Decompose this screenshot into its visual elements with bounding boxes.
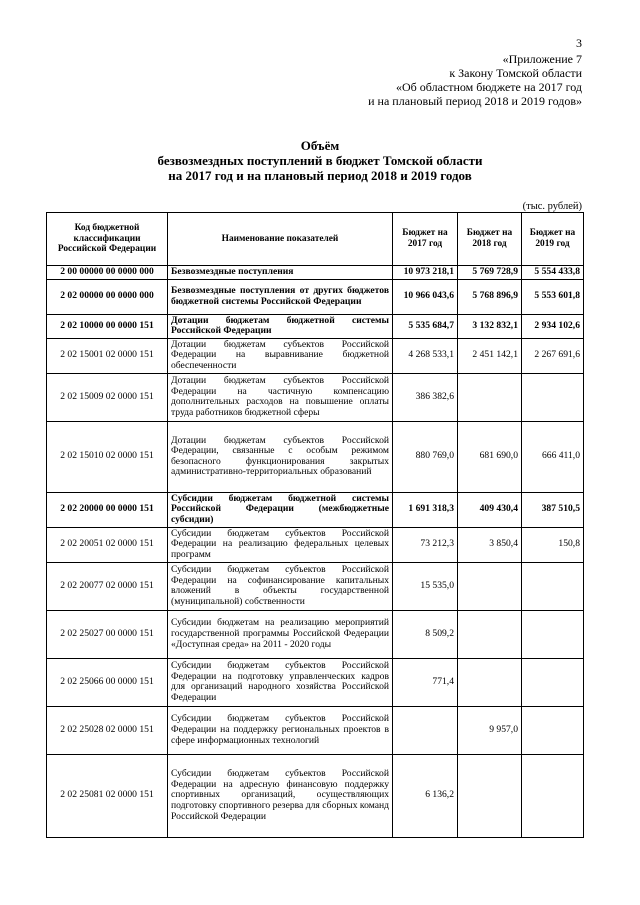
table-row <box>47 527 584 562</box>
value-2018-cell: 9 957,0 <box>458 706 522 754</box>
name-cell: Субсидии бюджетам субъектов Российской Федерации на поддержку региональных проектов в сфере информационных технологий <box>168 706 393 754</box>
title-line: безвозмездных поступлений в бюджет Томской области <box>157 153 483 168</box>
value-2017-cell: 880 769,0 <box>393 421 458 492</box>
header-2019: Бюджет на 2019 год <box>522 213 584 266</box>
value-2017-cell: 1 691 318,3 <box>393 492 458 527</box>
value-2018-cell <box>458 658 522 706</box>
value-2018-cell <box>458 562 522 610</box>
unit-label: (тыс. рублей) <box>522 201 582 212</box>
annex-line: «Приложение 7 <box>502 52 582 66</box>
name-cell: Дотации бюджетам субъектов Российской Федерации, связанные с особым режимом безопасного функционирования закрытых административно-территориальных образований <box>168 421 393 492</box>
header-code: Код бюджетной классификации Российской Федерации <box>47 213 168 266</box>
annex-header <box>322 52 582 108</box>
name-cell: Субсидии бюджетам субъектов Российской Федерации на адресную финансовую поддержку спортивных организаций, осуществляющих подготовку спортивного резерва для сборных команд Российской Федерации <box>168 754 393 837</box>
code-cell: 2 02 00000 00 0000 000 <box>47 279 168 314</box>
annex-line: и на плановый период 2018 и 2019 годов» <box>368 94 582 108</box>
name-cell: Дотации бюджетам субъектов Российской Федерации на частичную компенсацию дополнительных расходов на повышение оплаты труда работников бюджетной сферы <box>168 373 393 421</box>
table-row <box>47 610 584 658</box>
name-cell: Дотации бюджетам бюджетной системы Российской Федерации <box>168 314 393 338</box>
annex-line: «Об областном бюджете на 2017 год <box>396 80 582 94</box>
value-2018-cell: 3 132 832,1 <box>458 314 522 338</box>
value-2018-cell: 409 430,4 <box>458 492 522 527</box>
table-row <box>47 658 584 706</box>
value-2018-cell <box>458 610 522 658</box>
page-number: 3 <box>576 36 582 50</box>
title-line: Объём <box>300 138 340 153</box>
value-2019-cell: 666 411,0 <box>522 421 584 492</box>
code-cell: 2 02 25027 00 0000 151 <box>47 610 168 658</box>
code-cell: 2 02 20077 02 0000 151 <box>47 562 168 610</box>
value-2018-cell: 2 451 142,1 <box>458 338 522 373</box>
value-2018-cell: 3 850,4 <box>458 527 522 562</box>
name-cell: Субсидии бюджетам бюджетной системы Российской Федерации (межбюджетные субсидии) <box>168 492 393 527</box>
name-cell: Безвозмездные поступления от других бюджетов бюджетной системы Российской Федерации <box>168 279 393 314</box>
value-2019-cell: 2 267 691,6 <box>522 338 584 373</box>
value-2018-cell: 5 769 728,9 <box>458 266 522 280</box>
name-cell: Субсидии бюджетам на реализацию мероприятий государственной программы Российской Федерации «Доступная среда» на 2011 - 2020 годы <box>168 610 393 658</box>
value-2019-cell <box>522 373 584 421</box>
value-2017-cell: 386 382,6 <box>393 373 458 421</box>
table-row <box>47 706 584 754</box>
header-2018: Бюджет на 2018 год <box>458 213 522 266</box>
table-row <box>47 421 584 492</box>
value-2019-cell: 2 934 102,6 <box>522 314 584 338</box>
table-row <box>47 562 584 610</box>
table-row <box>47 338 584 373</box>
value-2018-cell: 5 768 896,9 <box>458 279 522 314</box>
name-cell: Субсидии бюджетам субъектов Российской Федерации на реализацию федеральных целевых программ <box>168 527 393 562</box>
table-row <box>47 279 584 314</box>
table-row <box>47 266 584 280</box>
name-cell: Субсидии бюджетам субъектов Российской Федерации на подготовку управленческих кадров для организаций народного хозяйства Российской Федерации <box>168 658 393 706</box>
code-cell: 2 02 10000 00 0000 151 <box>47 314 168 338</box>
table-row <box>47 373 584 421</box>
header-2017: Бюджет на 2017 год <box>393 213 458 266</box>
name-cell: Субсидии бюджетам субъектов Российской Федерации на софинансирование капитальных вложений в объекты государственной (муниципальной) собственности <box>168 562 393 610</box>
table-row <box>47 492 584 527</box>
value-2017-cell: 4 268 533,1 <box>393 338 458 373</box>
code-cell: 2 02 20051 02 0000 151 <box>47 527 168 562</box>
code-cell: 2 02 15009 02 0000 151 <box>47 373 168 421</box>
value-2018-cell <box>458 373 522 421</box>
table-row <box>47 314 584 338</box>
code-cell: 2 02 25066 00 0000 151 <box>47 658 168 706</box>
title-line: на 2017 год и на плановый период 2018 и 2019 годов <box>168 168 472 183</box>
value-2018-cell: 681 690,0 <box>458 421 522 492</box>
code-cell: 2 02 25081 02 0000 151 <box>47 754 168 837</box>
table-row <box>47 754 584 837</box>
value-2019-cell: 387 510,5 <box>522 492 584 527</box>
budget-table <box>46 212 584 838</box>
value-2019-cell: 5 554 433,8 <box>522 266 584 280</box>
code-cell: 2 00 00000 00 0000 000 <box>47 266 168 280</box>
name-cell: Дотации бюджетам субъектов Российской Федерации на выравнивание бюджетной обеспеченности <box>168 338 393 373</box>
value-2019-cell <box>522 658 584 706</box>
document-title <box>40 138 600 183</box>
value-2019-cell: 5 553 601,8 <box>522 279 584 314</box>
value-2017-cell <box>393 706 458 754</box>
code-cell: 2 02 15010 02 0000 151 <box>47 421 168 492</box>
value-2019-cell <box>522 562 584 610</box>
value-2017-cell: 6 136,2 <box>393 754 458 837</box>
value-2017-cell: 10 966 043,6 <box>393 279 458 314</box>
annex-line: к Закону Томской области <box>449 66 582 80</box>
value-2017-cell: 15 535,0 <box>393 562 458 610</box>
code-cell: 2 02 15001 02 0000 151 <box>47 338 168 373</box>
value-2017-cell: 10 973 218,1 <box>393 266 458 280</box>
value-2019-cell <box>522 754 584 837</box>
value-2018-cell <box>458 754 522 837</box>
name-cell: Безвозмездные поступления <box>168 266 393 280</box>
value-2017-cell: 771,4 <box>393 658 458 706</box>
value-2017-cell: 73 212,3 <box>393 527 458 562</box>
value-2019-cell <box>522 706 584 754</box>
value-2017-cell: 5 535 684,7 <box>393 314 458 338</box>
value-2017-cell: 8 509,2 <box>393 610 458 658</box>
header-name: Наименование показателей <box>168 213 393 266</box>
value-2019-cell <box>522 610 584 658</box>
code-cell: 2 02 25028 02 0000 151 <box>47 706 168 754</box>
code-cell: 2 02 20000 00 0000 151 <box>47 492 168 527</box>
value-2019-cell: 150,8 <box>522 527 584 562</box>
